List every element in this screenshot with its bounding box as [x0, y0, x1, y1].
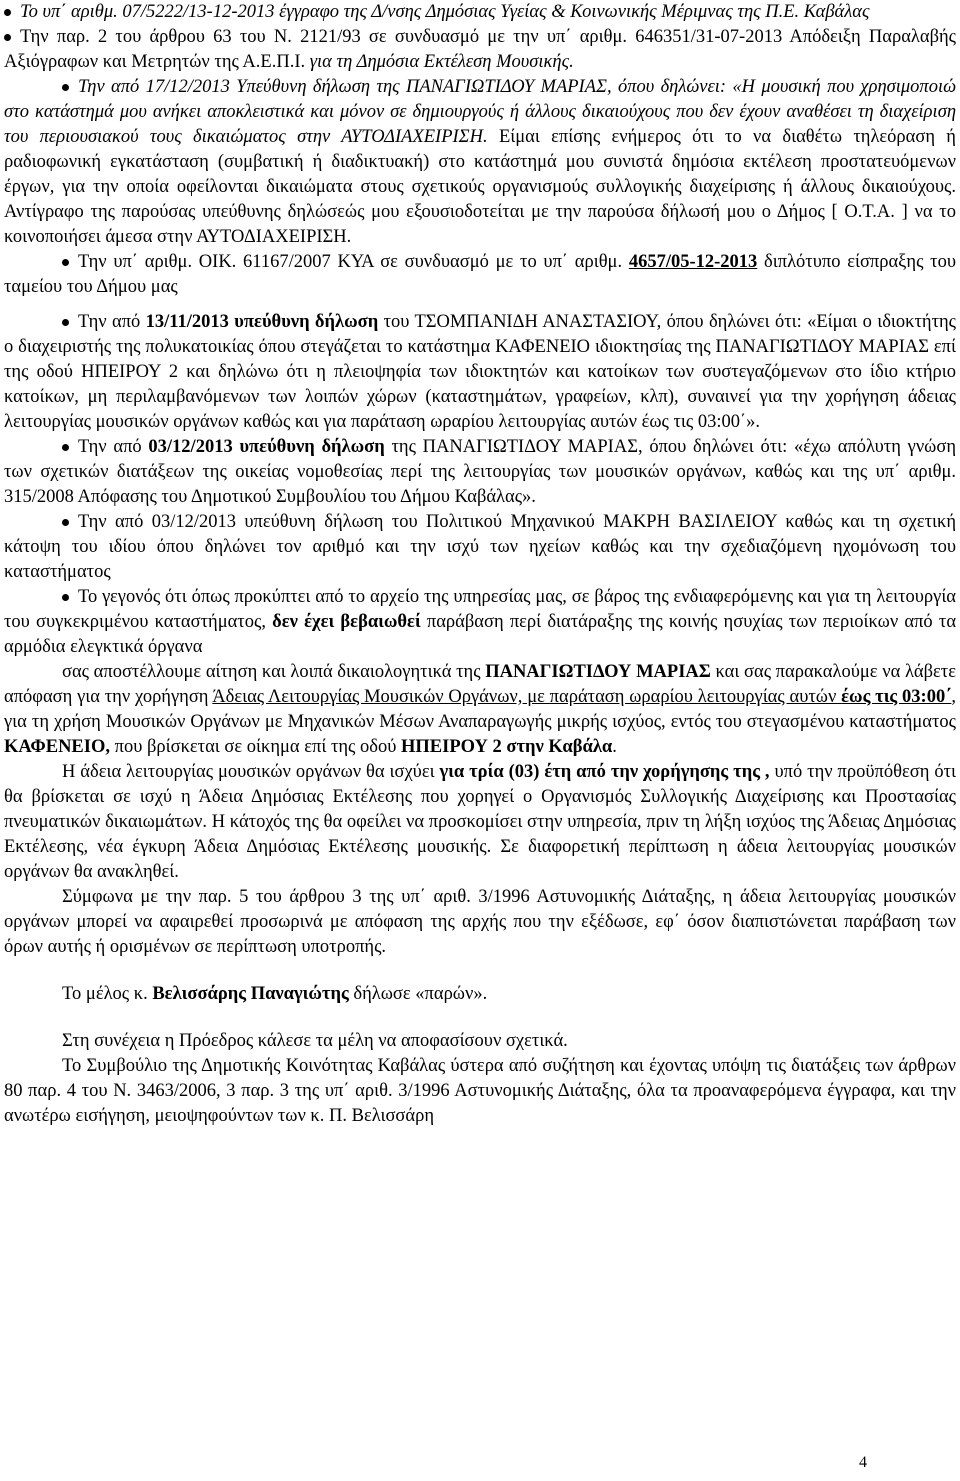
bullet-icon [62, 519, 69, 526]
paragraph-council-decision: Το Συμβούλιο της Δημοτικής Κοινότητας Καβάλας ύστερα από συζήτηση και έχοντας υπόψη τις διατάξεις των άρθρων 80 παρ. 4 του Ν. 3463/2006, 3 παρ. 3 της υπ΄ αριθ. 3/1996 Αστυνομικής Διάταξης, όλα τα προαναφερόμενα έγγραφα, και την ανωτέρω εισήγηση, μειοψηφούντων των κ. Π. Βελισσάρη [4, 1056, 956, 1126]
paragraph-revocation: Σύμφωνα με την παρ. 5 του άρθρου 3 της υπ΄ αριθ. 3/1996 Αστυνομικής Διάταξης, η άδεια λειτουργίας μουσικών οργάνων μπορεί να αφαιρεθεί προσωρινά με απόφαση της αρχής που την εξέδωσε, εφ΄ όσον διαπιστώνεται παράβαση των όρων αυτής ή ορισμένων σε περίπτωση υποτροπής. [4, 887, 956, 957]
bullet-declaration-knowledge: Την από 03/12/2013 υπεύθυνη δήλωση της ΠΑΝΑΓΙΩΤΙΔΟΥ ΜΑΡΙΑΣ, όπου δηλώνει ότι: «έχω απόλυτη γνώση των σχετικών διατάξεων της οικείας νομοθεσίας περί της λειτουργίας των μουσικών οργάνων, καθώς και της υπ΄ αριθμ. 315/2008 Απόφασης του Δημοτικού Συμβουλίου του Δήμου Καβάλας». [4, 437, 957, 507]
paragraph-member-present: Το μέλος κ. Βελισσάρης Παναγιώτης δήλωσε «παρών». [62, 984, 488, 1004]
bullet-no-violation: Το γεγονός ότι όπως προκύπτει από το αρχείο της υπηρεσίας μας, σε βάρος της ενδιαφερόμενης και για τη λειτουργία του συγκεκριμένου καταστήματος, δεν έχει βεβαιωθεί παράβαση περί διατάραξης της κοινής ησυχίας των περιοίκων από τα αρμόδια ελεγκτικά όργανα [4, 587, 957, 657]
bullet-icon [4, 9, 11, 16]
paragraph-request: σας αποστέλλουμε αίτηση και λοιπά δικαιολογητικά της ΠΑΝΑΓΙΩΤΙΔΟΥ ΜΑΡΙΑΣ και σας παρακαλούμε να λάβετε απόφαση για την χορήγηση Άδειας Λειτουργίας Μουσικών Οργάνων, με παράταση ωραρίου λειτουργίας αυτών έως τις 03:00΄, για τη χρήση Μουσικών Οργάνων με Μηχανικών Μέσων Αναπαραγωγής μικρής ισχύος, εντός του στεγασμένου καταστήματος ΚΑΦΕΝΕΙΟ, που βρίσκεται σε οίκημα επί της οδού ΗΠΕΙΡΟΥ 2 στην Καβάλα. [4, 662, 956, 757]
bullet-document-reference: Το υπ΄ αριθμ. 07/5222/13-12-2013 έγγραφο της Δ/νσης Δημόσιας Υγείας & Κοινωνικής Μέριμνας της Π.Ε. Καβάλας [4, 0, 956, 25]
bullet-engineer-declaration: Την από 03/12/2013 υπεύθυνη δήλωση του Πολιτικού Μηχανικού ΜΑΚΡΗ ΒΑΣΙΛΕΙΟΥ καθώς και τη σχετική κάτοψη του ιδίου όπου δηλώνει τον αριθμό και την ισχύ των ηχείων καθώς και την σχεδιαζόμενη ηχομόνωση του καταστήματος [4, 512, 956, 582]
bullet-icon [62, 319, 69, 326]
bullet-kya: Την υπ΄ αριθμ. ΟΙΚ. 61167/2007 ΚΥΑ σε συνδυασμό με το υπ΄ αριθμ. 4657/05-12-2013 διπλότυπο είσπραξης του ταμείου του Δήμου μας [4, 252, 956, 297]
bullet-icon [62, 84, 69, 91]
page-number: 4 [859, 1454, 867, 1471]
bullet-icon [62, 444, 69, 451]
paragraph-validity: Η άδεια λειτουργίας μουσικών οργάνων θα ισχύει για τρία (03) έτη από την χορήγησης της , υπό την προϋπόθεση ότι θα βρίσκεται σε ισχύ η Άδεια Δημόσιας Εκτέλεσης που χορηγεί ο Οργανισμός Συλλογικής Διαχείρισης και Προστασίας πνευματικών δικαιωμάτων. Η κάτοχός της θα οφείλει να προσκομίσει στην υπηρεσία, πριν τη λήξη ισχύος της Άδειας Δημόσιας Εκτέλεσης, νέα έγκυρη Άδεια Δημόσιας Εκτέλεσης μουσικής. Σε διαφορετική περίπτωση η άδεια λειτουργίας μουσικών οργάνων θα ανακληθεί. [4, 762, 956, 882]
bullet-receipt: Την παρ. 2 του άρθρου 63 του Ν. 2121/93 σε συνδυασμό με την υπ΄ αριθμ. 646351/31-07-2013 Απόδειξη Παραλαβής Αξιόγραφων και Μετρητών της Α.Ε.Π.Ι. για τη Δημόσια Εκτέλεση Μουσικής. [4, 27, 956, 72]
bullet-declaration-tsompanidis: Την από 13/11/2013 υπεύθυνη δήλωση του ΤΣΟΜΠΑΝΙΔΗ ΑΝΑΣΤΑΣΙΟΥ, όπου δηλώνει ότι: «Είμαι ο ιδιοκτήτης ο διαχειριστής της πολυκατοικίας όπου στεγάζεται το κατάστημα ΚΑΦΕΝΕΙΟ ιδιοκτησίας της ΠΑΝΑΓΙΩΤΙΔΟΥ ΜΑΡΙΑΣ επί της οδού ΗΠΕΙΡΟΥ 2 και δηλώνω ότι η πλειοψηφία των ιδιοκτητών και κατοίκων των συστεγαζόμενων στο ίδιο κτήριο κατοίκων, μη περιλαμβανόμενων των λοιπών χώρων (καταστημάτων, γραφείων, κλπ), συναινεί για την χορήγηση άδειας λειτουργίας μουσικών οργάνων καθώς και για παράταση ωραρίου λειτουργίας αυτών έως τις 03:00΄». [4, 312, 957, 432]
paragraph-vote-call: Στη συνέχεια η Πρόεδρος κάλεσε τα μέλη να αποφασίσουν σχετικά. [62, 1031, 568, 1051]
bullet-icon [4, 34, 11, 41]
bullet-icon [62, 594, 69, 601]
bullet-icon [62, 259, 69, 266]
bullet-declaration-panagiotidou: Την από 17/12/2013 Υπεύθυνη δήλωση της ΠΑΝΑΓΙΩΤΙΔΟΥ ΜΑΡΙΑΣ, όπου δηλώνει: «Η μουσική που χρησιμοποιώ στο κατάστημά μου ανήκει αποκλειστικά και μόνον σε δημιουργούς ή άλλους δικαιούχους που δεν έχουν αναθέσει τη διαχείριση του περιουσιακού τους δικαιώματος στην ΑΥΤΟΔΙΑΧΕΙΡΙΣΗ. Είμαι επίσης ενήμερος ότι το να διαθέτω τηλεόραση ή ραδιοφωνική εγκατάσταση (συμβατική ή διαδικτυακή) στο κατάστημά μου συνιστά δημόσια εκτέλεση προστατευόμενων έργων, για την οποία οφείλονται δικαιώματα στους σχετικούς οργανισμούς συλλογικής διαχείρισης ή άλλους δικαιούχους. Αντίγραφο της παρούσας υπεύθυνης δηλώσεώς μου εξουσιοδοτείται με την παρούσα δήλωσή μου ο Δήμος [ Ο.Τ.Α. ] να το κοινοποιήσει άμεσα στην ΑΥΤΟΔΙΑΧΕΙΡΙΣΗ. [4, 77, 956, 247]
